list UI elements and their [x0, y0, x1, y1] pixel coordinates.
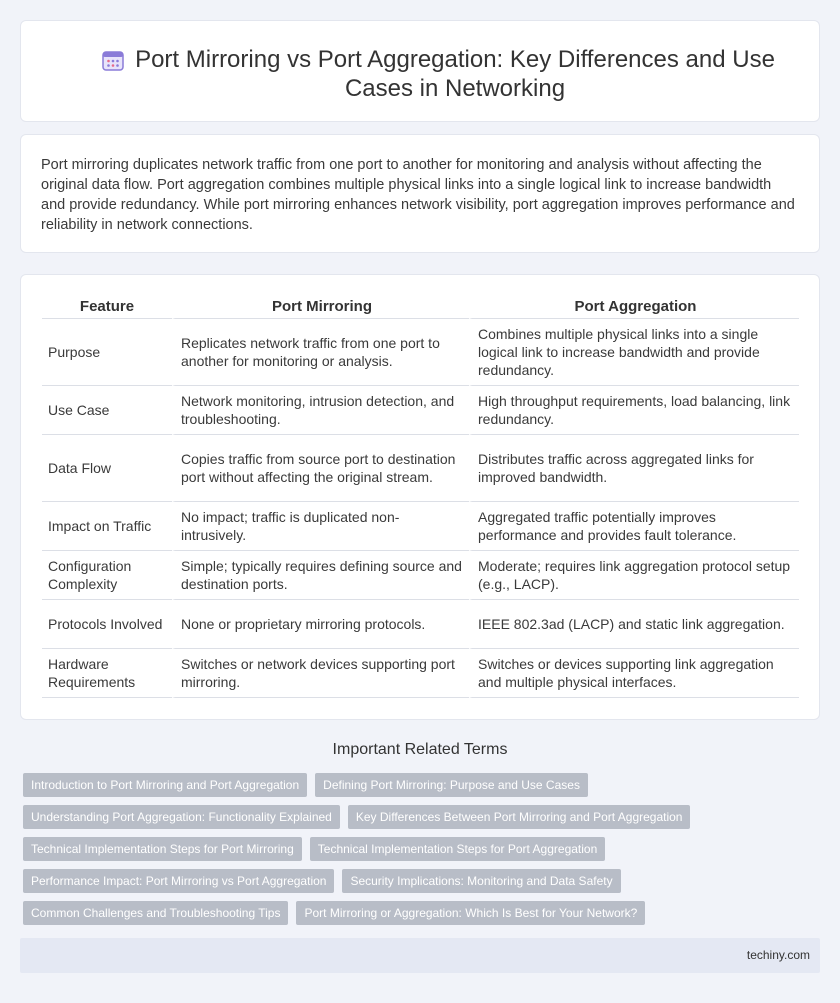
page-title: Port Mirroring vs Port Aggregation: Key Differences and Use Cases in Networking [135, 46, 775, 102]
feature-cell: Use Case [42, 386, 172, 435]
related-terms-title: Important Related Terms [332, 741, 508, 758]
feature-cell: Data Flow [42, 435, 172, 502]
related-tag[interactable]: Common Challenges and Troubleshooting Tips [23, 901, 288, 925]
related-tag[interactable]: Technical Implementation Steps for Port Mirroring [23, 837, 302, 861]
feature-cell: Purpose [42, 319, 172, 386]
header-port-aggregation: Port Aggregation [469, 294, 799, 319]
table-row [42, 502, 799, 551]
aggregation-cell: Moderate; requires link aggregation protocol setup (e.g., LACP). [469, 551, 799, 600]
table-row [42, 551, 799, 600]
table-row [42, 319, 799, 386]
related-tag[interactable]: Key Differences Between Port Mirroring and Port Aggregation [348, 805, 691, 829]
mirroring-cell: None or proprietary mirroring protocols. [172, 600, 469, 649]
aggregation-cell: Switches or devices supporting link aggregation and multiple physical interfaces. [469, 649, 799, 698]
related-tag[interactable]: Introduction to Port Mirroring and Port Aggregation [23, 773, 307, 797]
mirroring-cell: Copies traffic from source port to destination port without affecting the original stream. [172, 435, 469, 502]
feature-cell: Hardware Requirements [42, 649, 172, 698]
comparison-table [42, 294, 799, 698]
feature-cell: Configuration Complexity [42, 551, 172, 600]
related-tag[interactable]: Defining Port Mirroring: Purpose and Use Cases [315, 773, 588, 797]
related-tag[interactable]: Performance Impact: Port Mirroring vs Port Aggregation [23, 869, 334, 893]
footer [20, 938, 820, 973]
related-tag[interactable]: Security Implications: Monitoring and Data Safety [342, 869, 620, 893]
title-card [20, 20, 820, 122]
intro-paragraph: Port mirroring duplicates network traffic from one port to another for monitoring and analysis without affecting the original data flow. Port aggregation combines multiple physical links into a single logical link to increase bandwidth and provide redundancy. While port mirroring enhances network visibility, port aggregation improves performance and reliability in network connections. [41, 157, 795, 233]
related-tag[interactable]: Understanding Port Aggregation: Functionality Explained [23, 805, 340, 829]
mirroring-cell: Switches or network devices supporting port mirroring. [172, 649, 469, 698]
aggregation-cell: Distributes traffic across aggregated links for improved bandwidth. [469, 435, 799, 502]
header-feature: Feature [42, 294, 172, 319]
related-terms-tags [23, 773, 813, 933]
table-row [42, 435, 799, 502]
feature-cell: Protocols Involved [42, 600, 172, 649]
footer-site-link[interactable]: techiny.com [746, 948, 810, 962]
table-row [42, 600, 799, 649]
mirroring-cell: Replicates network traffic from one port to another for monitoring or analysis. [172, 319, 469, 386]
mirroring-cell: Network monitoring, intrusion detection, and troubleshooting. [172, 386, 469, 435]
aggregation-cell: High throughput requirements, load balancing, link redundancy. [469, 386, 799, 435]
intro-card [20, 134, 820, 253]
comparison-table-card [20, 274, 820, 720]
mirroring-cell: No impact; traffic is duplicated non-intrusively. [172, 502, 469, 551]
aggregation-cell: Aggregated traffic potentially improves performance and provides fault tolerance. [469, 502, 799, 551]
table-row [42, 386, 799, 435]
table-row [42, 649, 799, 698]
aggregation-cell: Combines multiple physical links into a single logical link to increase bandwidth and provide redundancy. [469, 319, 799, 386]
table-header-row [42, 294, 799, 319]
feature-cell: Impact on Traffic [42, 502, 172, 551]
aggregation-cell: IEEE 802.3ad (LACP) and static link aggregation. [469, 600, 799, 649]
related-tag[interactable]: Technical Implementation Steps for Port Aggregation [310, 837, 606, 861]
related-tag[interactable]: Port Mirroring or Aggregation: Which Is Best for Your Network? [296, 901, 645, 925]
header-port-mirroring: Port Mirroring [172, 294, 469, 319]
mirroring-cell: Simple; typically requires defining source and destination ports. [172, 551, 469, 600]
